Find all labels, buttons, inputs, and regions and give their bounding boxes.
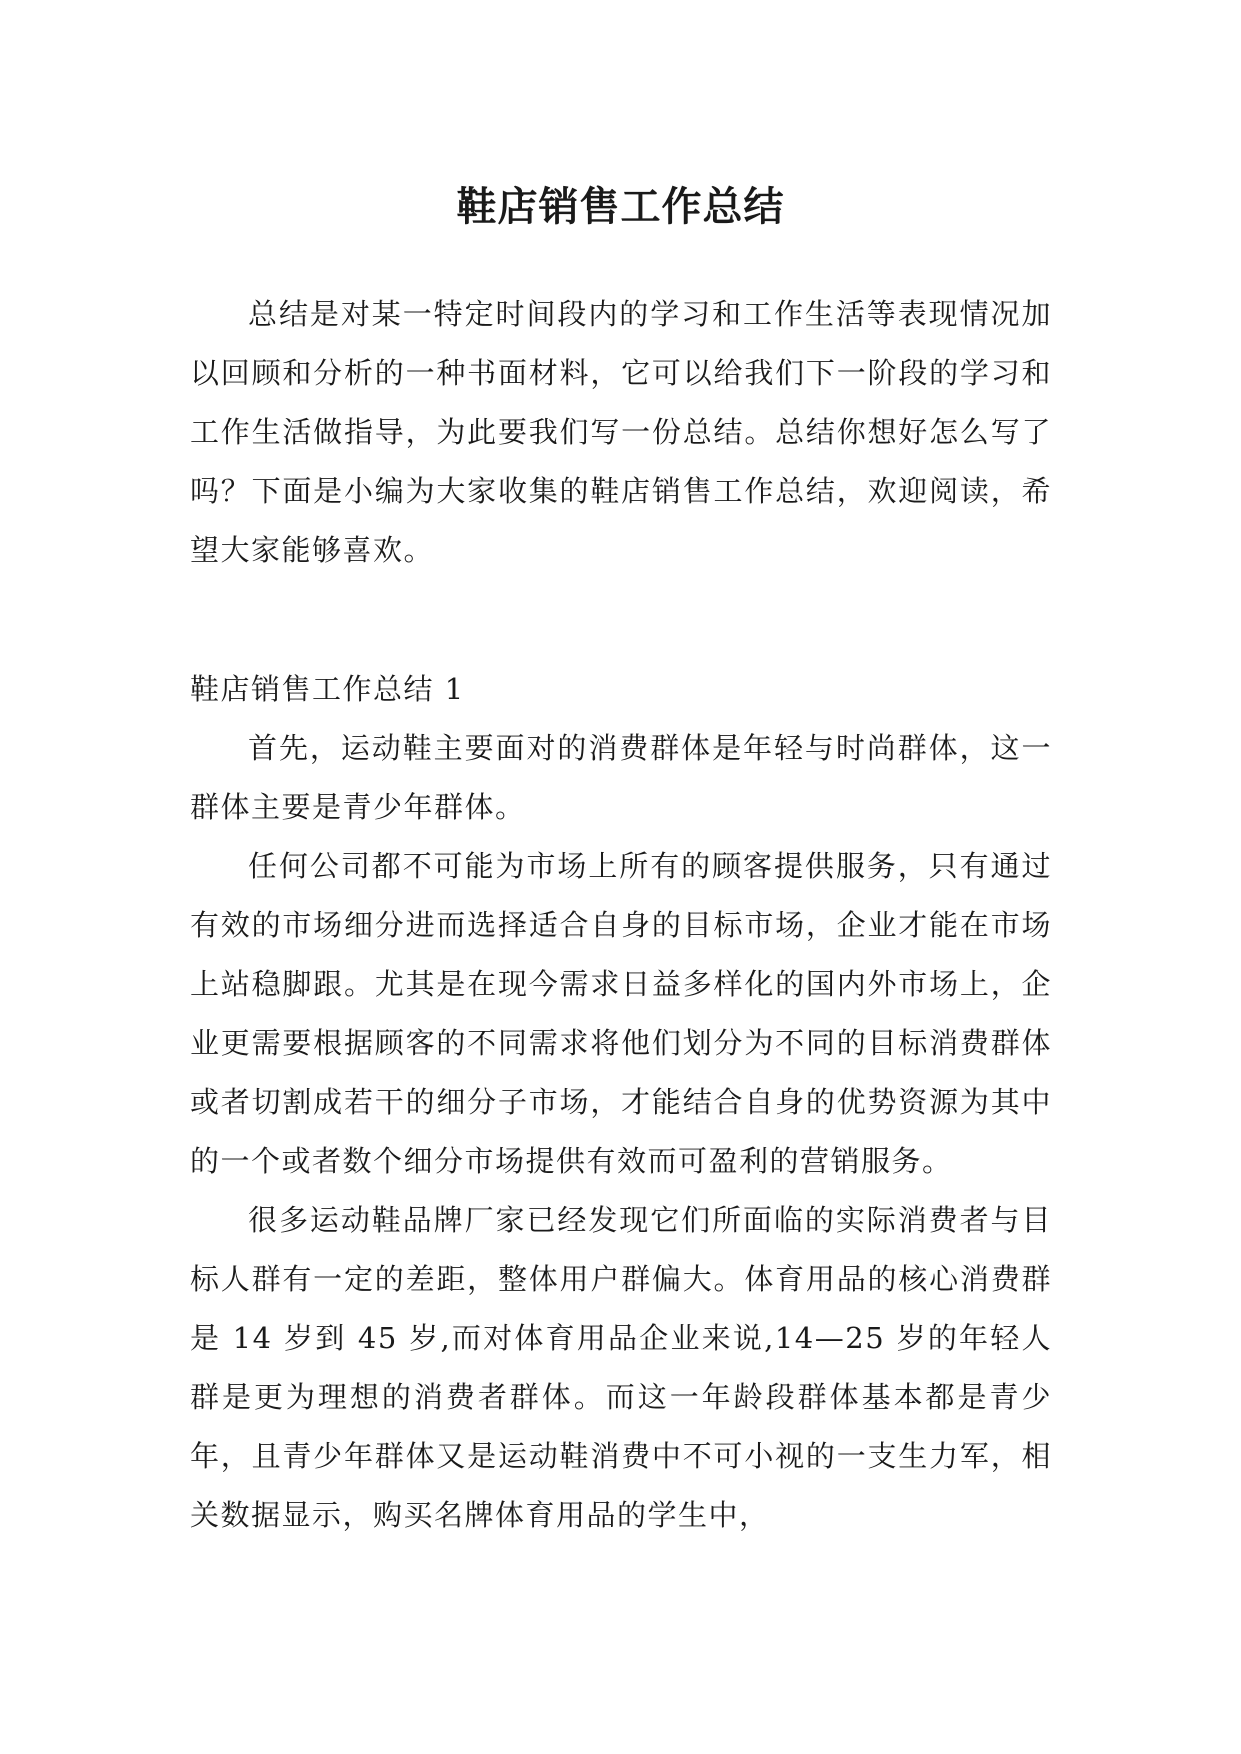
- body-paragraph-2: 任何公司都不可能为市场上所有的顾客提供服务，只有通过有效的市场细分进而选择适合自身的目标市场，企业才能在市场上站稳脚跟。尤其是在现今需求日益多样化的国内外市场上，企业更需要根据顾客的不同需求将他们划分为不同的目标消费群体或者切割成若干的细分子市场，才能结合自身的优势资源为其中的一个或者数个细分市场提供有效而可盈利的营销服务。: [190, 849, 1052, 1178]
- intro-paragraph: 总结是对某一特定时间段内的学习和工作生活等表现情况加以回顾和分析的一种书面材料，它可以给我们下一阶段的学习和工作生活做指导，为此要我们写一份总结。总结你想好怎么写了吗？下面是小编为大家收集的鞋店销售工作总结，欢迎阅读，希望大家能够喜欢。: [190, 297, 1052, 567]
- section-heading: 鞋店销售工作总结 1: [190, 672, 465, 706]
- section-gap: [190, 580, 1052, 660]
- document-body: [190, 285, 1052, 1545]
- document-title: 鞋店销售工作总结: [456, 182, 785, 230]
- body-paragraph-1: 首先，运动鞋主要面对的消费群体是年轻与时尚群体，这一群体主要是青少年群体。: [190, 731, 1052, 824]
- body-paragraph-3: 很多运动鞋品牌厂家已经发现它们所面临的实际消费者与目标人群有一定的差距，整体用户群偏大。体育用品的核心消费群是 14 岁到 45 岁,而对体育用品企业来说,14—25 岁的年轻人群是更为理想的消费者群体。而这一年龄段群体基本都是青少年，且青少年群体又是运动鞋消费中不可小视的一支生力军，相关数据显示，购买名牌体育用品的学生中，: [190, 1203, 1052, 1532]
